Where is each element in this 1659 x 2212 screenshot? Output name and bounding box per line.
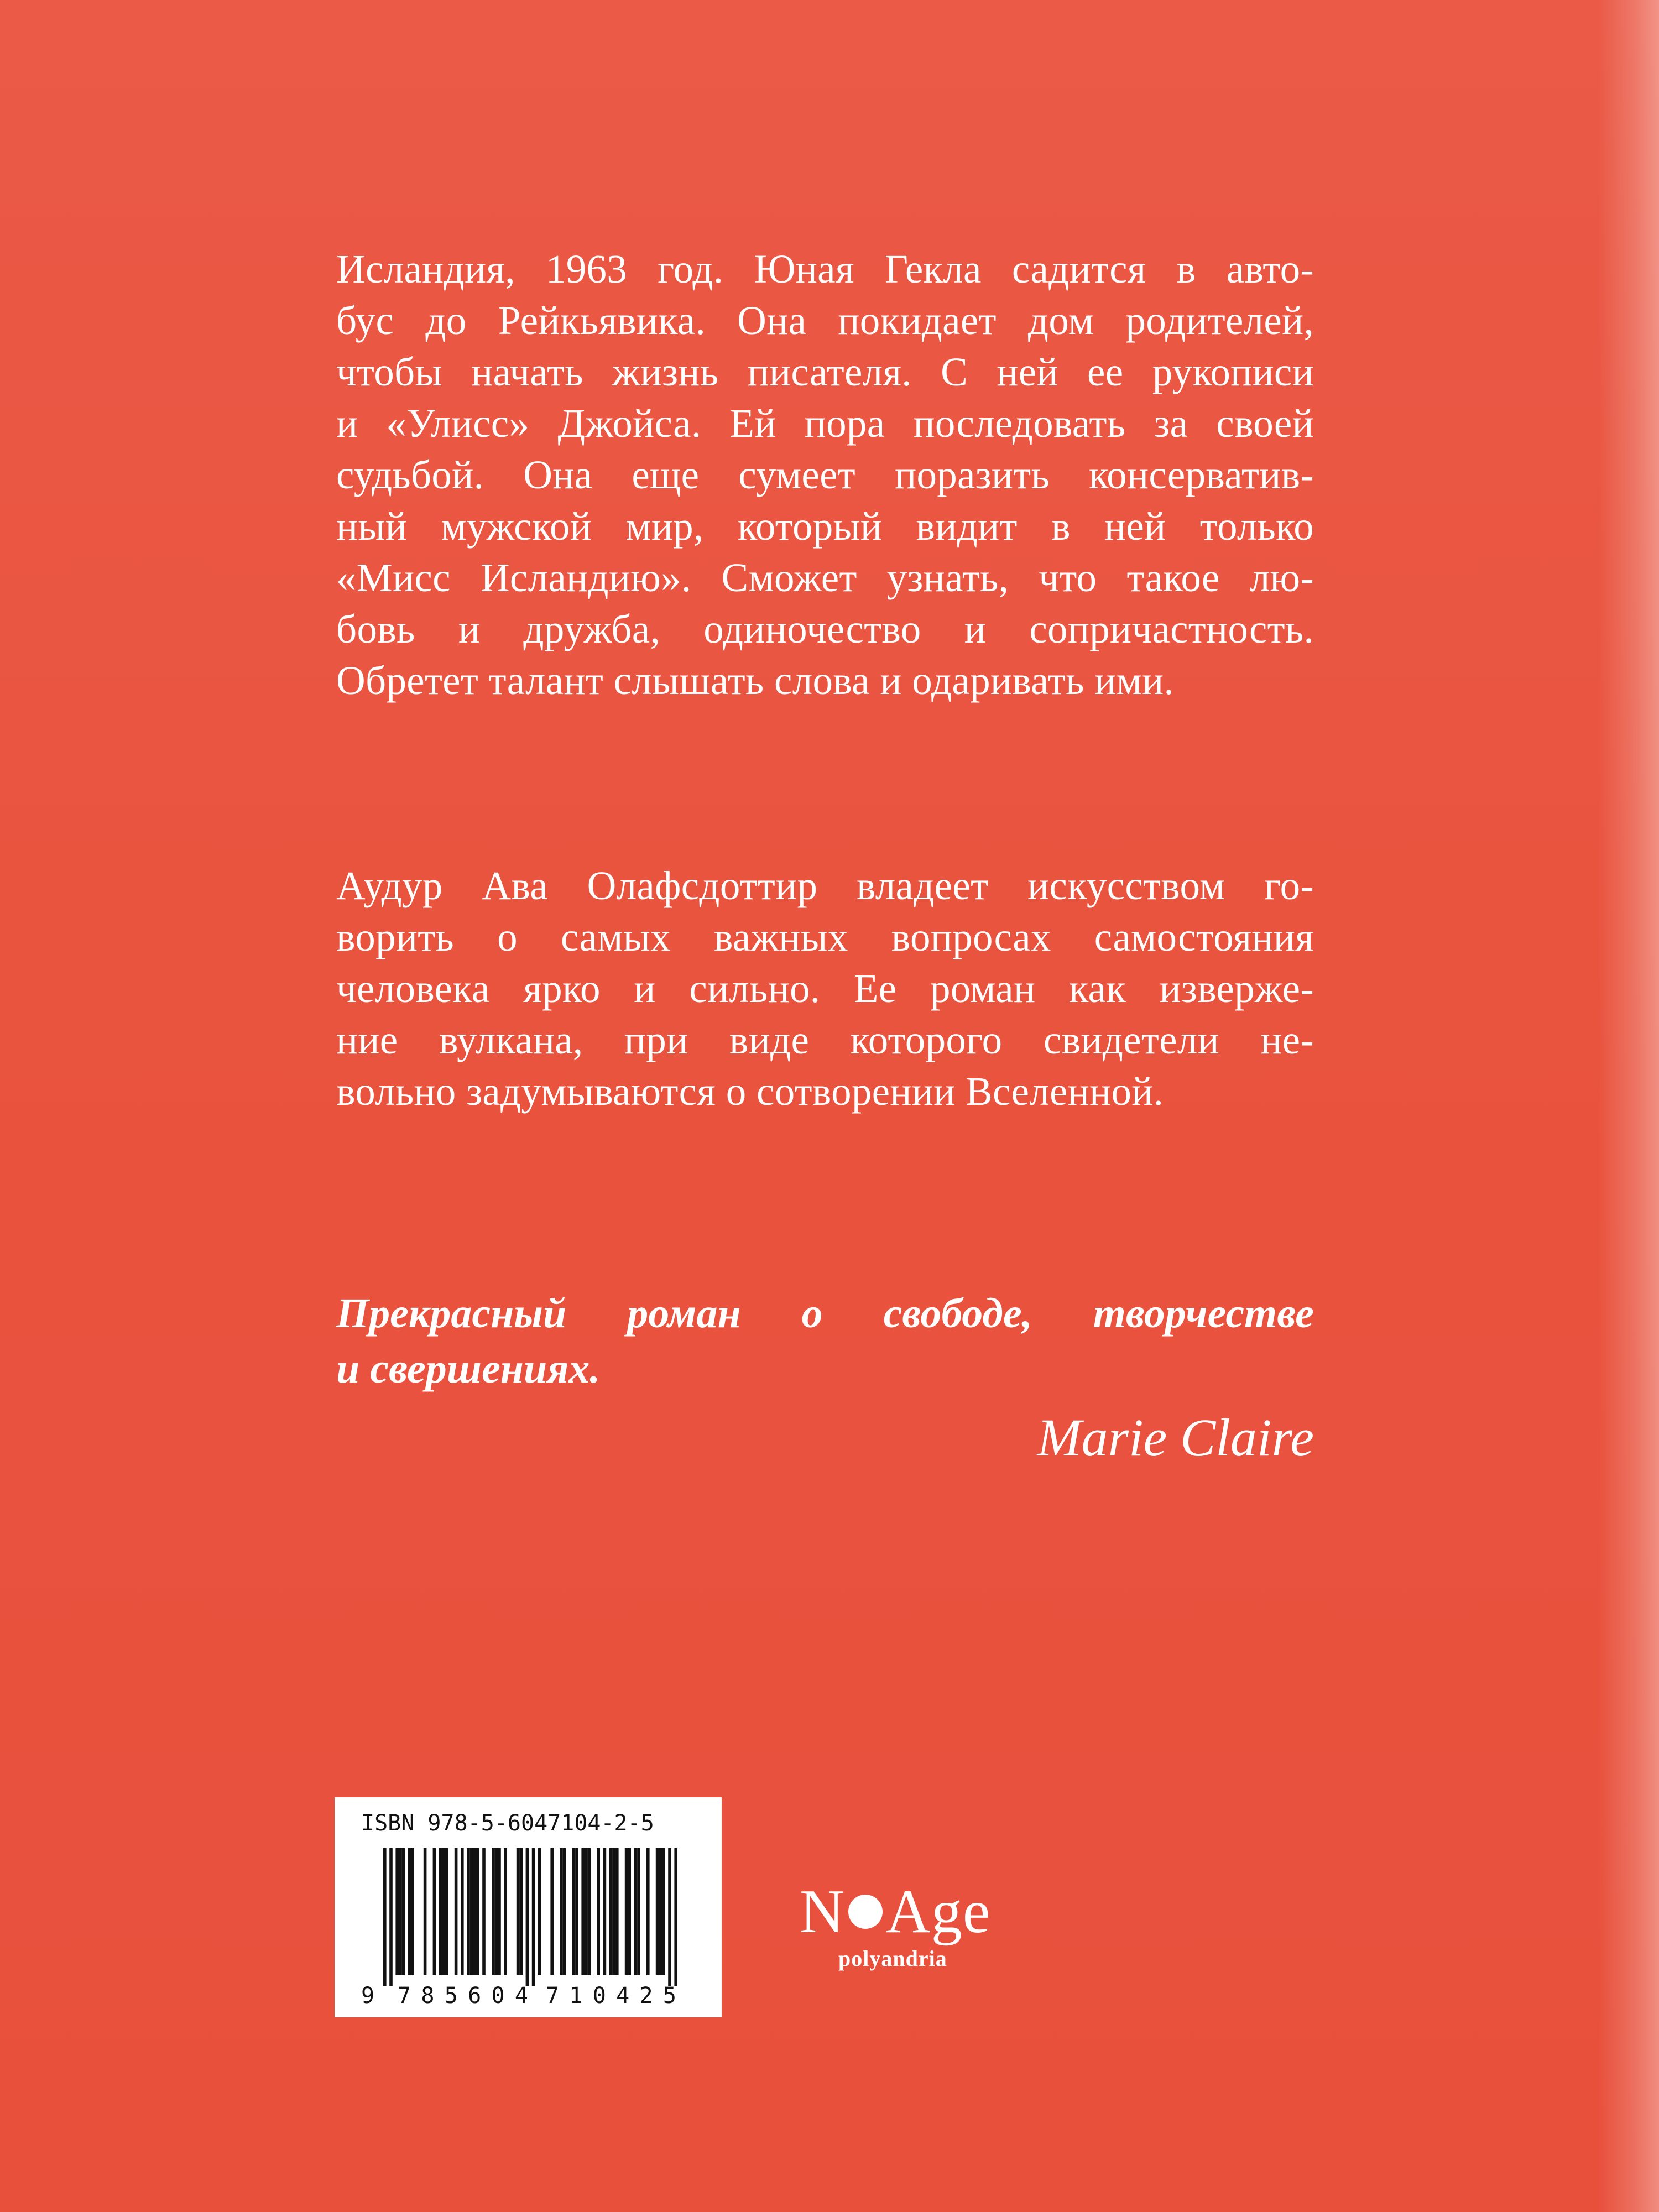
barcode-bar — [383, 1848, 387, 1986]
barcode-bar — [517, 1848, 520, 1975]
description-paragraph-1 — [336, 243, 1314, 706]
barcode-bar — [560, 1848, 563, 1975]
barcode-digit-first: 9 — [361, 1983, 375, 2008]
barcode-bar — [612, 1848, 615, 1975]
barcode-bar — [424, 1848, 427, 1975]
description-line: бовь и дружба, одиночество и сопричастность. — [336, 607, 1314, 651]
barcode-digits-left: 785604 — [398, 1983, 528, 2008]
description-paragraph-2 — [336, 860, 1314, 1117]
barcode-bar — [467, 1848, 470, 1975]
barcode-bar — [662, 1848, 665, 1975]
barcode-bar — [455, 1848, 458, 1975]
description-line: «Мисс Исландию». Сможет узнать, что такое лю- — [336, 555, 1314, 600]
barcode-bar — [399, 1848, 402, 1975]
barcode-bar — [668, 1848, 671, 1986]
barcode-bar — [581, 1848, 585, 1975]
description-line: ный мужской мир, который видит в ней только — [336, 504, 1314, 549]
isbn-barcode — [335, 1797, 722, 2017]
isbn-label: ISBN 978-5-6047104-2-5 — [361, 1811, 654, 1836]
barcode-bar — [408, 1848, 411, 1975]
barcode-bar — [389, 1848, 393, 1986]
barcode-bar — [470, 1848, 473, 1975]
barcode-bar — [526, 1848, 529, 1986]
review-source: Marie Claire — [1037, 1408, 1314, 1467]
review-quote — [336, 1286, 1314, 1396]
barcode-bar — [674, 1848, 677, 1986]
barcode-bar — [395, 1848, 399, 1975]
barcode-bar — [659, 1848, 662, 1975]
barcode-bar — [597, 1848, 600, 1975]
description-line: чтобы начать жизнь писателя. С ней ее рукописи — [336, 349, 1314, 394]
barcode-bar — [411, 1848, 414, 1975]
barcode-bar — [402, 1848, 405, 1975]
barcode-bar — [442, 1848, 445, 1975]
barcode-digits-right: 710425 — [546, 1983, 676, 2008]
barcode-bar — [628, 1848, 631, 1975]
description-line: Аудур Ава Олафсдоттир владеет искусством го- — [336, 863, 1314, 908]
barcode-bar — [609, 1848, 613, 1975]
barcode-bars — [383, 1848, 677, 1986]
description-line: Обретет талант слышать слова и одаривать ими. — [336, 658, 1174, 703]
barcode-bar — [519, 1848, 523, 1975]
barcode-bar — [575, 1848, 578, 1975]
description-line: судьбой. Она еще сумеет поразить консерватив- — [336, 452, 1314, 497]
description-line: Исландия, 1963 год. Юная Гекла садится в авто- — [336, 247, 1314, 291]
review-quote-line: и свершениях. — [336, 1345, 601, 1392]
barcode-bar — [482, 1848, 486, 1975]
barcode-bar — [646, 1848, 650, 1975]
publisher-imprint: polyandria — [838, 1946, 947, 1971]
barcode-bar — [603, 1848, 607, 1975]
publisher-logo-right: Age — [885, 1877, 991, 1946]
barcode-bar — [572, 1848, 576, 1975]
barcode-bar — [637, 1848, 640, 1975]
barcode-bar — [445, 1848, 448, 1975]
barcode-bar — [656, 1848, 659, 1975]
barcode-bar — [585, 1848, 588, 1975]
description-line: ние вулкана, при виде которого свидетели не- — [336, 1018, 1314, 1062]
barcode-bar — [433, 1848, 436, 1975]
barcode-bar — [634, 1848, 638, 1975]
barcode-bar — [588, 1848, 591, 1975]
publisher-logo-wordmark — [800, 1876, 990, 1948]
description-line: человека ярко и сильно. Ее роман как изверже- — [336, 966, 1314, 1011]
barcode-bar — [625, 1848, 628, 1975]
barcode-bar — [615, 1848, 619, 1975]
logo-dot-icon — [848, 1895, 883, 1929]
publisher-logo-left: N — [800, 1877, 845, 1946]
barcode-bar — [495, 1848, 498, 1975]
barcode-bar — [504, 1848, 507, 1975]
barcode-bar — [473, 1848, 476, 1975]
barcode-bar — [476, 1848, 479, 1975]
description-line: и «Улисс» Джойса. Ей пора последовать за своей — [336, 401, 1314, 446]
barcode-bar — [550, 1848, 554, 1975]
barcode-bar — [498, 1848, 501, 1975]
barcode-image — [356, 1848, 704, 2008]
description-line: вольно задумываются о сотворении Вселенной. — [336, 1069, 1164, 1114]
barcode-bar — [461, 1848, 464, 1975]
review-quote-line: Прекрасный роман о свободе, творчестве — [336, 1290, 1314, 1337]
description-line: бус до Рейкьявика. Она покидает дом родителей, — [336, 298, 1314, 343]
barcode-bar — [538, 1848, 541, 1975]
barcode-bar — [532, 1848, 535, 1986]
barcode-bar — [492, 1848, 495, 1975]
barcode-bar — [563, 1848, 566, 1975]
description-line: ворить о самых важных вопросах самостояния — [336, 915, 1314, 959]
barcode-bar — [439, 1848, 442, 1975]
publisher-logo — [800, 1876, 1048, 2014]
